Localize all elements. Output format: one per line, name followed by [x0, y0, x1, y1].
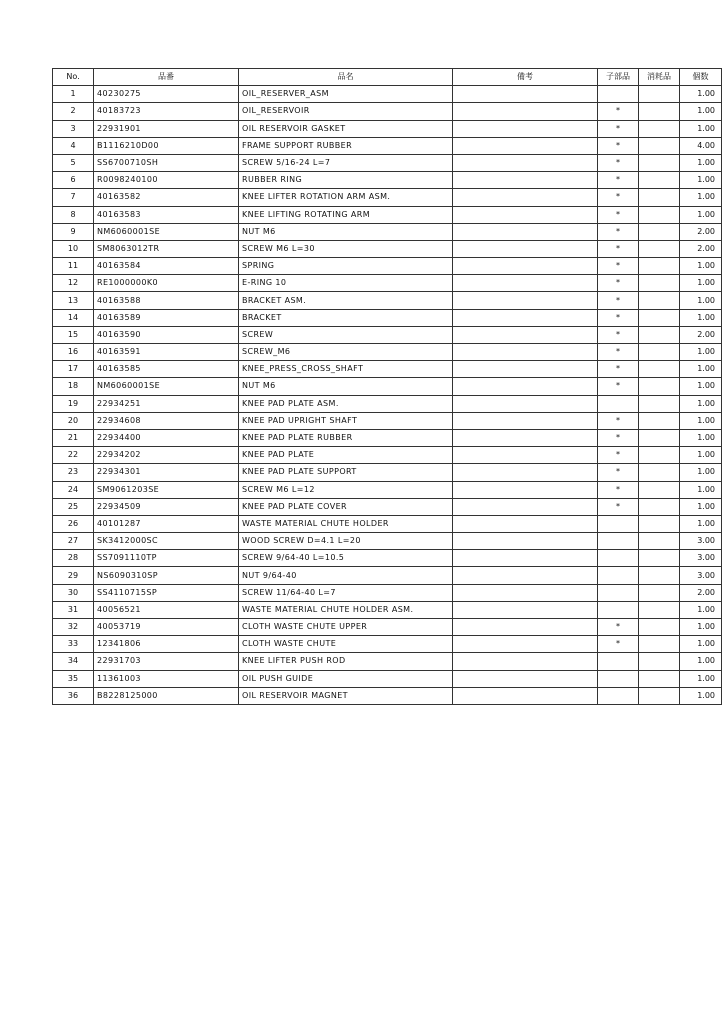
cell-no: 10 [53, 240, 94, 257]
cell-part-name: NUT M6 [239, 378, 453, 395]
cell-part-name: SCREW_M6 [239, 344, 453, 361]
cell-part-name: OIL PUSH GUIDE [239, 670, 453, 687]
cell-quantity: 1.00 [680, 86, 722, 103]
cell-part-number: 40163585 [94, 361, 239, 378]
cell-consumable [639, 670, 680, 687]
table-row [53, 601, 722, 618]
cell-part-number: 40163589 [94, 309, 239, 326]
cell-part-number: 40053719 [94, 619, 239, 636]
cell-no: 33 [53, 636, 94, 653]
cell-part-name: CLOTH WASTE CHUTE UPPER [239, 619, 453, 636]
table-row [53, 395, 722, 412]
cell-sub-part: * [598, 120, 639, 137]
cell-remarks [453, 687, 598, 704]
cell-consumable [639, 172, 680, 189]
cell-consumable [639, 584, 680, 601]
cell-part-name: BRACKET ASM. [239, 292, 453, 309]
cell-part-number: 12341806 [94, 636, 239, 653]
cell-sub-part: * [598, 292, 639, 309]
cell-quantity: 1.00 [680, 154, 722, 171]
cell-sub-part [598, 395, 639, 412]
cell-no: 8 [53, 206, 94, 223]
cell-remarks [453, 240, 598, 257]
cell-no: 30 [53, 584, 94, 601]
cell-consumable [639, 636, 680, 653]
cell-part-number: 40163584 [94, 258, 239, 275]
cell-quantity: 4.00 [680, 137, 722, 154]
table-row [53, 653, 722, 670]
cell-sub-part: * [598, 137, 639, 154]
table-row [53, 498, 722, 515]
cell-part-name: SPRING [239, 258, 453, 275]
cell-no: 20 [53, 412, 94, 429]
cell-no: 32 [53, 619, 94, 636]
table-row [53, 464, 722, 481]
cell-no: 21 [53, 429, 94, 446]
cell-remarks [453, 395, 598, 412]
parts-table [52, 68, 722, 705]
cell-remarks [453, 223, 598, 240]
cell-sub-part [598, 584, 639, 601]
cell-remarks [453, 154, 598, 171]
header-remarks: 備考 [453, 69, 598, 86]
cell-remarks [453, 275, 598, 292]
cell-sub-part: * [598, 103, 639, 120]
cell-remarks [453, 412, 598, 429]
cell-remarks [453, 258, 598, 275]
cell-consumable [639, 378, 680, 395]
cell-consumable [639, 429, 680, 446]
cell-part-name: NUT 9/64-40 [239, 567, 453, 584]
cell-sub-part [598, 86, 639, 103]
table-row [53, 550, 722, 567]
cell-consumable [639, 550, 680, 567]
cell-part-number: 40163590 [94, 326, 239, 343]
cell-part-number: SK3412000SC [94, 533, 239, 550]
table-header [53, 69, 722, 86]
cell-part-number: 22934400 [94, 429, 239, 446]
table-row [53, 309, 722, 326]
cell-no: 34 [53, 653, 94, 670]
cell-sub-part: * [598, 309, 639, 326]
cell-quantity: 1.00 [680, 429, 722, 446]
cell-consumable [639, 275, 680, 292]
cell-quantity: 2.00 [680, 223, 722, 240]
cell-sub-part: * [598, 412, 639, 429]
cell-quantity: 2.00 [680, 326, 722, 343]
cell-part-number: 22934251 [94, 395, 239, 412]
cell-no: 28 [53, 550, 94, 567]
cell-no: 27 [53, 533, 94, 550]
cell-no: 4 [53, 137, 94, 154]
cell-sub-part [598, 567, 639, 584]
cell-sub-part: * [598, 447, 639, 464]
cell-part-name: KNEE PAD UPRIGHT SHAFT [239, 412, 453, 429]
cell-part-number: 22934509 [94, 498, 239, 515]
table-row [53, 189, 722, 206]
cell-no: 29 [53, 567, 94, 584]
cell-part-name: KNEE PAD PLATE [239, 447, 453, 464]
cell-part-number: 40163588 [94, 292, 239, 309]
table-row [53, 344, 722, 361]
cell-sub-part [598, 670, 639, 687]
cell-consumable [639, 189, 680, 206]
cell-no: 12 [53, 275, 94, 292]
header-part-number: 品番 [94, 69, 239, 86]
table-row [53, 103, 722, 120]
cell-no: 15 [53, 326, 94, 343]
cell-sub-part: * [598, 326, 639, 343]
cell-remarks [453, 636, 598, 653]
cell-quantity: 1.00 [680, 481, 722, 498]
cell-part-number: SS4110715SP [94, 584, 239, 601]
cell-part-name: OIL RESERVOIR GASKET [239, 120, 453, 137]
cell-remarks [453, 103, 598, 120]
cell-remarks [453, 464, 598, 481]
cell-consumable [639, 412, 680, 429]
cell-consumable [639, 498, 680, 515]
cell-quantity: 3.00 [680, 533, 722, 550]
header-quantity: 個数 [680, 69, 722, 86]
cell-remarks [453, 292, 598, 309]
cell-part-number: 40163583 [94, 206, 239, 223]
cell-part-name: KNEE PAD PLATE ASM. [239, 395, 453, 412]
cell-consumable [639, 619, 680, 636]
cell-sub-part [598, 601, 639, 618]
cell-no: 23 [53, 464, 94, 481]
cell-quantity: 1.00 [680, 292, 722, 309]
table-row [53, 137, 722, 154]
cell-remarks [453, 172, 598, 189]
cell-no: 14 [53, 309, 94, 326]
cell-no: 35 [53, 670, 94, 687]
cell-sub-part: * [598, 361, 639, 378]
cell-no: 3 [53, 120, 94, 137]
cell-no: 17 [53, 361, 94, 378]
cell-no: 7 [53, 189, 94, 206]
cell-part-name: E-RING 10 [239, 275, 453, 292]
cell-part-name: NUT M6 [239, 223, 453, 240]
cell-quantity: 1.00 [680, 447, 722, 464]
cell-no: 11 [53, 258, 94, 275]
table-row [53, 326, 722, 343]
cell-quantity: 1.00 [680, 498, 722, 515]
cell-no: 13 [53, 292, 94, 309]
cell-part-number: 22934301 [94, 464, 239, 481]
cell-remarks [453, 567, 598, 584]
table-row [53, 584, 722, 601]
table-row [53, 670, 722, 687]
header-no: No. [53, 69, 94, 86]
table-body [53, 86, 722, 705]
cell-part-name: SCREW M6 L=30 [239, 240, 453, 257]
table-row [53, 154, 722, 171]
cell-part-name: CLOTH WASTE CHUTE [239, 636, 453, 653]
cell-remarks [453, 326, 598, 343]
cell-sub-part: * [598, 154, 639, 171]
cell-sub-part: * [598, 636, 639, 653]
table-row [53, 533, 722, 550]
table-row [53, 86, 722, 103]
table-row [53, 258, 722, 275]
cell-consumable [639, 154, 680, 171]
cell-part-name: SCREW 9/64-40 L=10.5 [239, 550, 453, 567]
cell-quantity: 1.00 [680, 619, 722, 636]
cell-remarks [453, 481, 598, 498]
table-row [53, 206, 722, 223]
cell-sub-part: * [598, 344, 639, 361]
cell-sub-part: * [598, 172, 639, 189]
table-row [53, 361, 722, 378]
cell-quantity: 1.00 [680, 636, 722, 653]
cell-consumable [639, 292, 680, 309]
cell-sub-part [598, 533, 639, 550]
cell-remarks [453, 344, 598, 361]
cell-part-number: NS6090310SP [94, 567, 239, 584]
cell-remarks [453, 601, 598, 618]
cell-part-name: WASTE MATERIAL CHUTE HOLDER ASM. [239, 601, 453, 618]
cell-quantity: 1.00 [680, 206, 722, 223]
cell-part-name: SCREW M6 L=12 [239, 481, 453, 498]
cell-part-name: OIL_RESERVOIR [239, 103, 453, 120]
cell-part-number: B8228125000 [94, 687, 239, 704]
cell-quantity: 3.00 [680, 550, 722, 567]
cell-part-name: SCREW [239, 326, 453, 343]
cell-remarks [453, 189, 598, 206]
cell-part-number: B1116210D00 [94, 137, 239, 154]
cell-consumable [639, 653, 680, 670]
table-row [53, 481, 722, 498]
cell-consumable [639, 447, 680, 464]
cell-sub-part: * [598, 464, 639, 481]
cell-remarks [453, 137, 598, 154]
cell-no: 2 [53, 103, 94, 120]
cell-part-number: SM9061203SE [94, 481, 239, 498]
cell-quantity: 1.00 [680, 670, 722, 687]
cell-quantity: 1.00 [680, 653, 722, 670]
cell-consumable [639, 395, 680, 412]
header-row [53, 69, 722, 86]
cell-quantity: 3.00 [680, 567, 722, 584]
cell-remarks [453, 533, 598, 550]
cell-part-number: 22931703 [94, 653, 239, 670]
cell-part-number: 40163591 [94, 344, 239, 361]
cell-sub-part [598, 550, 639, 567]
header-part-name: 品名 [239, 69, 453, 86]
table-row [53, 447, 722, 464]
cell-remarks [453, 206, 598, 223]
cell-part-number: SS7091110TP [94, 550, 239, 567]
cell-consumable [639, 86, 680, 103]
cell-part-name: SCREW 11/64-40 L=7 [239, 584, 453, 601]
cell-consumable [639, 567, 680, 584]
cell-consumable [639, 515, 680, 532]
cell-part-name: KNEE_PRESS_CROSS_SHAFT [239, 361, 453, 378]
header-consumable: 消耗品 [639, 69, 680, 86]
cell-sub-part: * [598, 189, 639, 206]
cell-part-name: WASTE MATERIAL CHUTE HOLDER [239, 515, 453, 532]
cell-quantity: 1.00 [680, 361, 722, 378]
cell-part-name: OIL RESERVOIR MAGNET [239, 687, 453, 704]
cell-no: 1 [53, 86, 94, 103]
cell-sub-part: * [598, 481, 639, 498]
cell-part-name: KNEE LIFTING ROTATING ARM [239, 206, 453, 223]
table-row [53, 378, 722, 395]
cell-no: 36 [53, 687, 94, 704]
cell-quantity: 1.00 [680, 412, 722, 429]
cell-part-number: 40101287 [94, 515, 239, 532]
cell-remarks [453, 447, 598, 464]
cell-quantity: 1.00 [680, 395, 722, 412]
cell-part-number: R0098240100 [94, 172, 239, 189]
cell-quantity: 1.00 [680, 189, 722, 206]
table-row [53, 172, 722, 189]
table-row [53, 636, 722, 653]
cell-part-number: NM6060001SE [94, 378, 239, 395]
cell-sub-part: * [598, 223, 639, 240]
cell-quantity: 1.00 [680, 309, 722, 326]
cell-consumable [639, 344, 680, 361]
cell-consumable [639, 481, 680, 498]
cell-quantity: 1.00 [680, 172, 722, 189]
cell-no: 31 [53, 601, 94, 618]
cell-consumable [639, 137, 680, 154]
table-row [53, 223, 722, 240]
cell-sub-part: * [598, 429, 639, 446]
cell-part-name: OIL_RESERVER_ASM [239, 86, 453, 103]
cell-quantity: 1.00 [680, 464, 722, 481]
cell-quantity: 1.00 [680, 344, 722, 361]
table-row [53, 240, 722, 257]
cell-part-number: 40163582 [94, 189, 239, 206]
cell-quantity: 1.00 [680, 275, 722, 292]
cell-sub-part: * [598, 240, 639, 257]
cell-part-name: RUBBER RING [239, 172, 453, 189]
cell-sub-part: * [598, 275, 639, 292]
cell-quantity: 1.00 [680, 601, 722, 618]
cell-part-number: SM8063012TR [94, 240, 239, 257]
cell-remarks [453, 429, 598, 446]
table-row [53, 619, 722, 636]
cell-sub-part: * [598, 378, 639, 395]
cell-part-number: SS6700710SH [94, 154, 239, 171]
cell-part-number: 40230275 [94, 86, 239, 103]
cell-sub-part: * [598, 206, 639, 223]
cell-consumable [639, 464, 680, 481]
table-row [53, 687, 722, 704]
cell-part-number: NM6060001SE [94, 223, 239, 240]
table-row [53, 275, 722, 292]
cell-part-name: KNEE PAD PLATE RUBBER [239, 429, 453, 446]
cell-quantity: 1.00 [680, 120, 722, 137]
cell-consumable [639, 361, 680, 378]
cell-part-name: KNEE PAD PLATE COVER [239, 498, 453, 515]
cell-consumable [639, 601, 680, 618]
cell-quantity: 2.00 [680, 240, 722, 257]
cell-remarks [453, 619, 598, 636]
cell-no: 5 [53, 154, 94, 171]
cell-part-name: FRAME SUPPORT RUBBER [239, 137, 453, 154]
cell-no: 16 [53, 344, 94, 361]
cell-remarks [453, 653, 598, 670]
cell-part-number: 40056521 [94, 601, 239, 618]
cell-part-name: KNEE LIFTER ROTATION ARM ASM. [239, 189, 453, 206]
cell-quantity: 1.00 [680, 378, 722, 395]
table-row [53, 292, 722, 309]
cell-no: 6 [53, 172, 94, 189]
cell-consumable [639, 223, 680, 240]
cell-remarks [453, 378, 598, 395]
cell-part-name: KNEE PAD PLATE SUPPORT [239, 464, 453, 481]
cell-part-name: BRACKET [239, 309, 453, 326]
table-row [53, 120, 722, 137]
cell-part-number: 22934202 [94, 447, 239, 464]
cell-part-number: 11361003 [94, 670, 239, 687]
cell-no: 24 [53, 481, 94, 498]
cell-consumable [639, 206, 680, 223]
cell-no: 18 [53, 378, 94, 395]
table-row [53, 515, 722, 532]
cell-consumable [639, 326, 680, 343]
cell-remarks [453, 670, 598, 687]
cell-quantity: 1.00 [680, 515, 722, 532]
cell-remarks [453, 361, 598, 378]
cell-part-number: 22934608 [94, 412, 239, 429]
cell-sub-part: * [598, 619, 639, 636]
cell-no: 25 [53, 498, 94, 515]
cell-consumable [639, 258, 680, 275]
cell-part-name: KNEE LIFTER PUSH ROD [239, 653, 453, 670]
cell-no: 9 [53, 223, 94, 240]
cell-quantity: 1.00 [680, 103, 722, 120]
cell-sub-part: * [598, 498, 639, 515]
cell-quantity: 1.00 [680, 687, 722, 704]
cell-remarks [453, 498, 598, 515]
table-row [53, 412, 722, 429]
cell-no: 26 [53, 515, 94, 532]
cell-consumable [639, 309, 680, 326]
header-sub-part: 子部品 [598, 69, 639, 86]
table-row [53, 429, 722, 446]
cell-sub-part [598, 687, 639, 704]
cell-part-number: RE1000000K0 [94, 275, 239, 292]
cell-consumable [639, 687, 680, 704]
cell-consumable [639, 240, 680, 257]
cell-sub-part: * [598, 258, 639, 275]
cell-quantity: 1.00 [680, 258, 722, 275]
cell-sub-part [598, 515, 639, 532]
cell-consumable [639, 103, 680, 120]
cell-part-name: SCREW 5/16-24 L=7 [239, 154, 453, 171]
table-row [53, 567, 722, 584]
cell-no: 22 [53, 447, 94, 464]
cell-remarks [453, 550, 598, 567]
cell-remarks [453, 309, 598, 326]
cell-remarks [453, 584, 598, 601]
cell-remarks [453, 120, 598, 137]
cell-consumable [639, 120, 680, 137]
cell-sub-part [598, 653, 639, 670]
cell-remarks [453, 86, 598, 103]
cell-remarks [453, 515, 598, 532]
cell-part-number: 40183723 [94, 103, 239, 120]
cell-consumable [639, 533, 680, 550]
cell-part-number: 22931901 [94, 120, 239, 137]
cell-part-name: WOOD SCREW D=4.1 L=20 [239, 533, 453, 550]
cell-no: 19 [53, 395, 94, 412]
cell-quantity: 2.00 [680, 584, 722, 601]
